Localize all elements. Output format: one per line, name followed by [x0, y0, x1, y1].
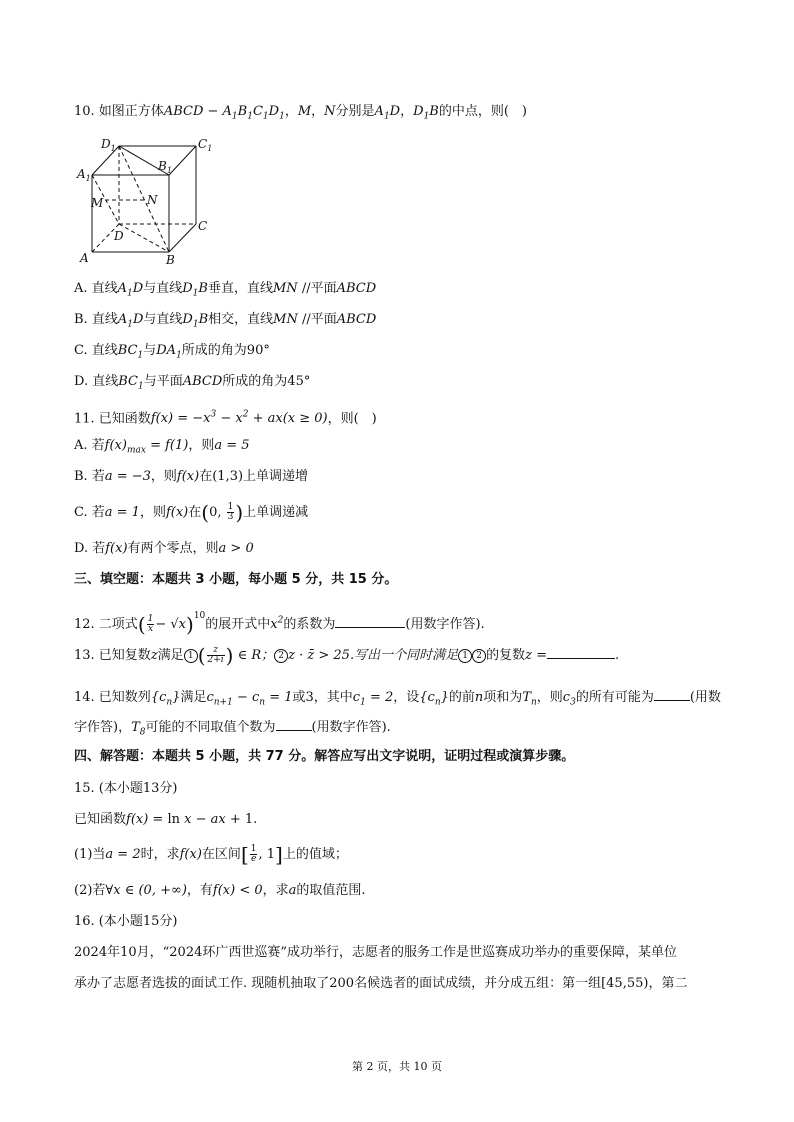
- q13-answer-blank[interactable]: [547, 646, 615, 659]
- section-3-heading: 三、填空题：本题共 3 小题，每小题 5 分，共 15 分。: [74, 572, 398, 587]
- q10-stem: 10. 如图正方体ABCD − $A_1B_1C_1D_1$，M，N分别是$A_1D$，$D_1B$的中点，则( ): [74, 104, 528, 122]
- label-a1: $A_1$: [77, 167, 91, 183]
- edge-c-b: [169, 224, 196, 252]
- label-m: M: [91, 196, 104, 210]
- edge-c1-b1: [169, 146, 196, 175]
- q11-option-a: A. 若$f(x)_{max} = f(1)$，则a = 5: [74, 438, 250, 456]
- q10-option-a: A. 直线$A_1D$与直线$D_1B$垂直，直线MN //平面ABCD: [74, 281, 377, 299]
- q10-option-d: D. 直线$BC_1$与平面ABCD所成的角为45°: [74, 374, 311, 392]
- page-footer: 第 2 页，共 10 页: [352, 1060, 442, 1073]
- label-n: N: [147, 193, 158, 207]
- hidden-d-b: [119, 224, 169, 252]
- cube-figure: [74, 132, 224, 268]
- label-b1: $B_1$: [158, 159, 172, 175]
- q15-part2: (2)若∀x ∈ (0, +∞)，有f(x) < 0，求a的取值范围.: [74, 883, 366, 898]
- q16-line2: 承办了志愿者选拔的面试工作. 现随机抽取了200名候选者的面试成绩，并分成五组：第一组[45,55)，第二: [74, 976, 688, 991]
- label-c: C: [198, 219, 208, 233]
- label-c1: $C_1$: [198, 137, 213, 153]
- q16-heading: 16. (本小题15分): [74, 914, 178, 929]
- q12-answer-blank[interactable]: [335, 615, 405, 628]
- q10-option-c: C. 直线$BC_1$与$DA_1$所成的角为90°: [74, 343, 270, 361]
- q14-line2: 字作答)，$T_8$可能的不同取值个数为 (用数字作答).: [74, 720, 391, 738]
- section-4-heading: 四、解答题：本题共 5 小题，共 77 分。解答应写出文字说明，证明过程或演算步骤。: [74, 749, 575, 764]
- label-b: B: [166, 253, 175, 267]
- q10-option-b: B. 直线$A_1D$与直线$D_1B$相交，直线MN //平面ABCD: [74, 312, 377, 330]
- q15-stem: 已知函数f(x) = ln x − ax + 1.: [74, 812, 258, 827]
- q11-stem: 11. 已知函数$f(x) = -x^3 - x^2 + ax(x \ge 0)$，则( ): [74, 410, 377, 427]
- q14-line1: 14. 已知数列$\{c_n\}$满足$c_{n+1} - c_n = 1$或3，其中$c_1 = 2$，设$\{c_n\}$的前n项和为$T_n$，则$c_3$的所有可能为 (用数: [74, 690, 721, 708]
- q15-part1: (1)当a = 2时，求f(x)在区间[ $\frac{1}{e}$ , 1]上的值域；: [74, 842, 348, 867]
- q11-option-c: C. 若a = 1，则f(x)在(0, $\frac{1}{3}$ )上单调递减: [74, 500, 309, 525]
- q16-line1: 2024年10月，“2024环广西世巡赛”成功举行，志愿者的服务工作是世巡赛成功举办的重要保障，某单位: [74, 945, 678, 960]
- q15-heading: 15. (本小题13分): [74, 781, 178, 796]
- q14-answer-blank-1[interactable]: [654, 688, 690, 701]
- label-d1: $D_1$: [101, 137, 116, 153]
- label-d: D: [114, 229, 124, 243]
- q12: 12. 二项式( $\frac{1}{x}$ − √x)$^{10}$的展开式中$x^2$的系数为 (用数字作答).: [74, 611, 485, 637]
- q14-answer-blank-2[interactable]: [276, 718, 312, 731]
- label-a: A: [80, 251, 89, 265]
- q13: 13. 已知复数z满足 1 ( $\frac{z}{2+i}$ ) ∈ R； 2 z · z̄ > 25.写出一个同时满足 1 2 的复数z = .: [74, 643, 620, 668]
- q11-option-b: B. 若a = −3，则f(x)在(1,3)上单调递增: [74, 469, 309, 484]
- q11-option-d: D. 若f(x)有两个零点，则a > 0: [74, 541, 254, 556]
